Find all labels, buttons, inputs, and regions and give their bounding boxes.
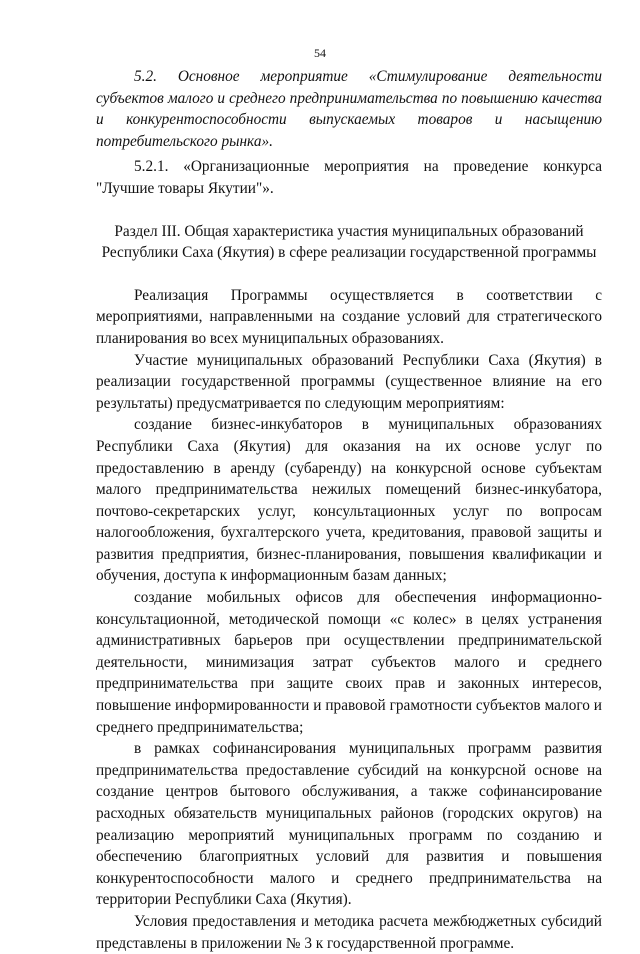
paragraph-participation: Участие муниципальных образований Республики Саха (Якутия) в реализации государственной программы (существенное влияние на его результаты) предусматривается по следующим мероприятиям: [96,351,602,412]
page-number: 54 [314,46,326,60]
paragraph-5-2-1: 5.2.1. «Организационные мероприятия на проведение конкурса "Лучшие товары Якутии"». [96,158,602,197]
paragraph-mobile-offices: создание мобильных офисов для обеспечения информационно-консультационной, методической помощи «с колес» в целях устранения административных барьеров при осуществлении предпринимательской деятельности, минимизация затрат субъектов малого и среднего предпринимательства при защите своих прав и законных интересов, повышение информированности и правовой грамотности субъектов малого и среднего предпринимательства; [96,589,602,736]
paragraph-realization: Реализация Программы осуществляется в соответствии с мероприятиями, направленными на создание условий для стратегического планирования во всех муниципальных образованиях. [96,286,602,347]
paragraph-business-incubators: создание бизнес-инкубаторов в муниципальных образованиях Республики Саха (Якутия) для оказания на их основе услуг по предоставлению в аренду (субаренду) на конкурсной основе субъектам малого предпринимательства нежилых помещений бизнес-инкубатора, почтово-секретарских услуг, консультационных услуг по вопросам налогообложения, бухгалтерского учета, кредитования, правовой защиты и развития предприятия, бизнес-планирования, повышения квалификации и обучения, доступа к информационным базам данных; [96,416,602,585]
paragraph-subsidy-conditions: Условия предоставления и методика расчета межбюджетных субсидий представлены в приложении № 3 к государственной программе. [96,912,602,952]
paragraph-5-2: 5.2. Основное мероприятие «Стимулирование деятельности субъектов малого и среднего предпринимательства по повышению качества и конкурентоспособности выпускаемых товаров и насыщению потребительского рынка». [96,68,602,150]
page-content [96,66,602,954]
paragraph-cofinancing: в рамках софинансирования муниципальных программ развития предпринимательства предоставление субсидий на конкурсной основе на создание центров бытового обслуживания, а также софинансирование расходных обязательств муниципальных районов (городских округов) на реализацию мероприятий муниципальных программ по созданию и обеспечению благоприятных условий для развития и повышения конкурентоспособности малого и среднего предпринимательства на территории Республики Саха (Якутия). [96,740,602,909]
section-heading: Раздел III. Общая характеристика участия муниципальных образований Республики Саха (Якутия) в сфере реализации государственной программы [101,222,597,262]
